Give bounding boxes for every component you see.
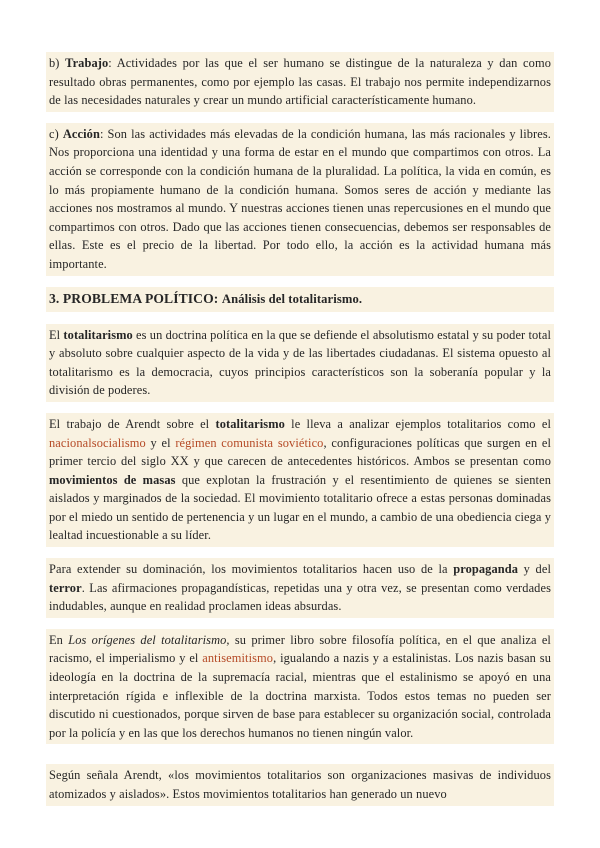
paragraph-trabajo-arendt: [46, 413, 554, 547]
text-run: y del: [518, 562, 551, 577]
paragraph-totalitarismo-definicion: [46, 324, 554, 402]
red-highlighted-term: nacionalsocialismo: [49, 435, 146, 450]
bold-term: movimientos de masas: [49, 472, 176, 487]
bold-term: totalitarismo: [215, 416, 285, 431]
red-highlighted-term: antisemitismo: [202, 651, 274, 666]
bold-term: Análisis del totalitarismo.: [221, 291, 363, 306]
paragraph-origenes-totalitarismo: [46, 629, 554, 745]
paragraph-trabajo: [46, 52, 554, 112]
text-run: : Actividades por las que el ser humano se distingue de la naturaleza y dan como resultado obras permanentes, como por ejemplo las casas. El trabajo nos permite independizarnos de las necesidades naturales y crear un mundo artificial característicamente humano.: [49, 56, 551, 108]
text-run: le lleva a analizar ejemplos totalitarios como el: [284, 416, 551, 431]
bold-term: propaganda: [453, 562, 519, 577]
text-run: b): [49, 56, 66, 70]
text-run: Según señala Arendt, «los movimientos totalitarios son organizaciones masivas de individuos atomizados y aislados». Estos movimientos totalitarios han generado un nuevo: [49, 768, 551, 801]
text-run: . Las afirmaciones propagandísticas, repetidas una y otra vez, se presentan como verdades indudables, aunque en realidad proclamen ideas absurdas.: [49, 580, 551, 614]
bold-term: Trabajo: [65, 56, 109, 70]
italic-book-title: 3. PROBLEMA POLÍTICO:: [49, 290, 222, 306]
text-run: , configuraciones políticas que surgen en el primer tercio del siglo XX y que carecen de antecedentes históricos. Ambos se presentan como: [49, 435, 551, 469]
page-content: [46, 52, 554, 817]
text-run: c): [49, 126, 63, 141]
text-run: su primer libro sobre filosofía política, en el que analiza el racismo, el imperialismo y el: [49, 632, 551, 666]
red-highlighted-term: régimen comunista soviético: [175, 435, 324, 450]
text-run: El trabajo de Arendt sobre el: [49, 416, 216, 431]
text-run: y el: [145, 435, 176, 450]
text-run: que explotan la frustración y el resentimiento de quienes se sienten aislados y marginados de la sociedad. El movimiento totalitario ofrece a estas personas dominadas por el miedo un sentido de pertenencia y un lugar en el mundo, a cambio de una obediencia ciega y lealtad incuestionable a su líder.: [49, 472, 551, 543]
section-heading: [46, 287, 554, 312]
text-run: Para extender su dominación, los movimientos totalitarios hacen uso de la: [49, 562, 454, 577]
bold-term: terror: [49, 580, 82, 595]
text-run: : Son las actividades más elevadas de la condición humana, las más racionales y libres. Nos proporciona una identidad y una forma de estar en el mundo que compartimos con otros. La acción se corresponde con la condición humana de la pluralidad. La política, la vida en común, es lo más propiamente humano de la condición humana. Somos seres de acción y mediante las acciones nos mostramos al mundo. Y nuestras acciones tienen unas repercusiones en el mundo que compartimos con otros. Dado que las acciones tienen consecuencias, debemos ser responsables de ellas. Este es el precio de la libertad. Por todo ello, la acción es la actividad humana más importante.: [49, 126, 551, 271]
paragraph-propaganda-terror: [46, 558, 554, 618]
text-run: es un doctrina política en la que se defiende el absolutismo estatal y su poder total y absoluto sobre cualquier aspecto de la vida y de las libertades ciudadanas. El sistema opuesto al totalitarismo es la democracia, cuyos principios característicos son la soberanía popular y la división de poderes.: [49, 327, 551, 398]
text-run: El: [49, 327, 64, 342]
bold-term: totalitarismo: [63, 327, 133, 342]
italic-book-title: Los orígenes del totalitarismo,: [68, 632, 230, 647]
text-run: En: [49, 632, 69, 647]
bold-term: Acción: [62, 126, 100, 141]
paragraph-accion: [46, 123, 554, 276]
paragraph-cita-arendt: [46, 764, 554, 805]
text-run: , igualando a nazis y a estalinistas. Los nazis basan su ideología en la doctrina de la supremacía racial, mientras que el estalinismo se apoyó en una interpretación rígida e inflexible de la doctrina marxista. Todos estos temas no pueden ser discutido ni cuestionados, porque sirven de base para establecer su organización social, controlada por la policía y en las que los derechos humanos no tienen ningún valor.: [49, 651, 551, 740]
